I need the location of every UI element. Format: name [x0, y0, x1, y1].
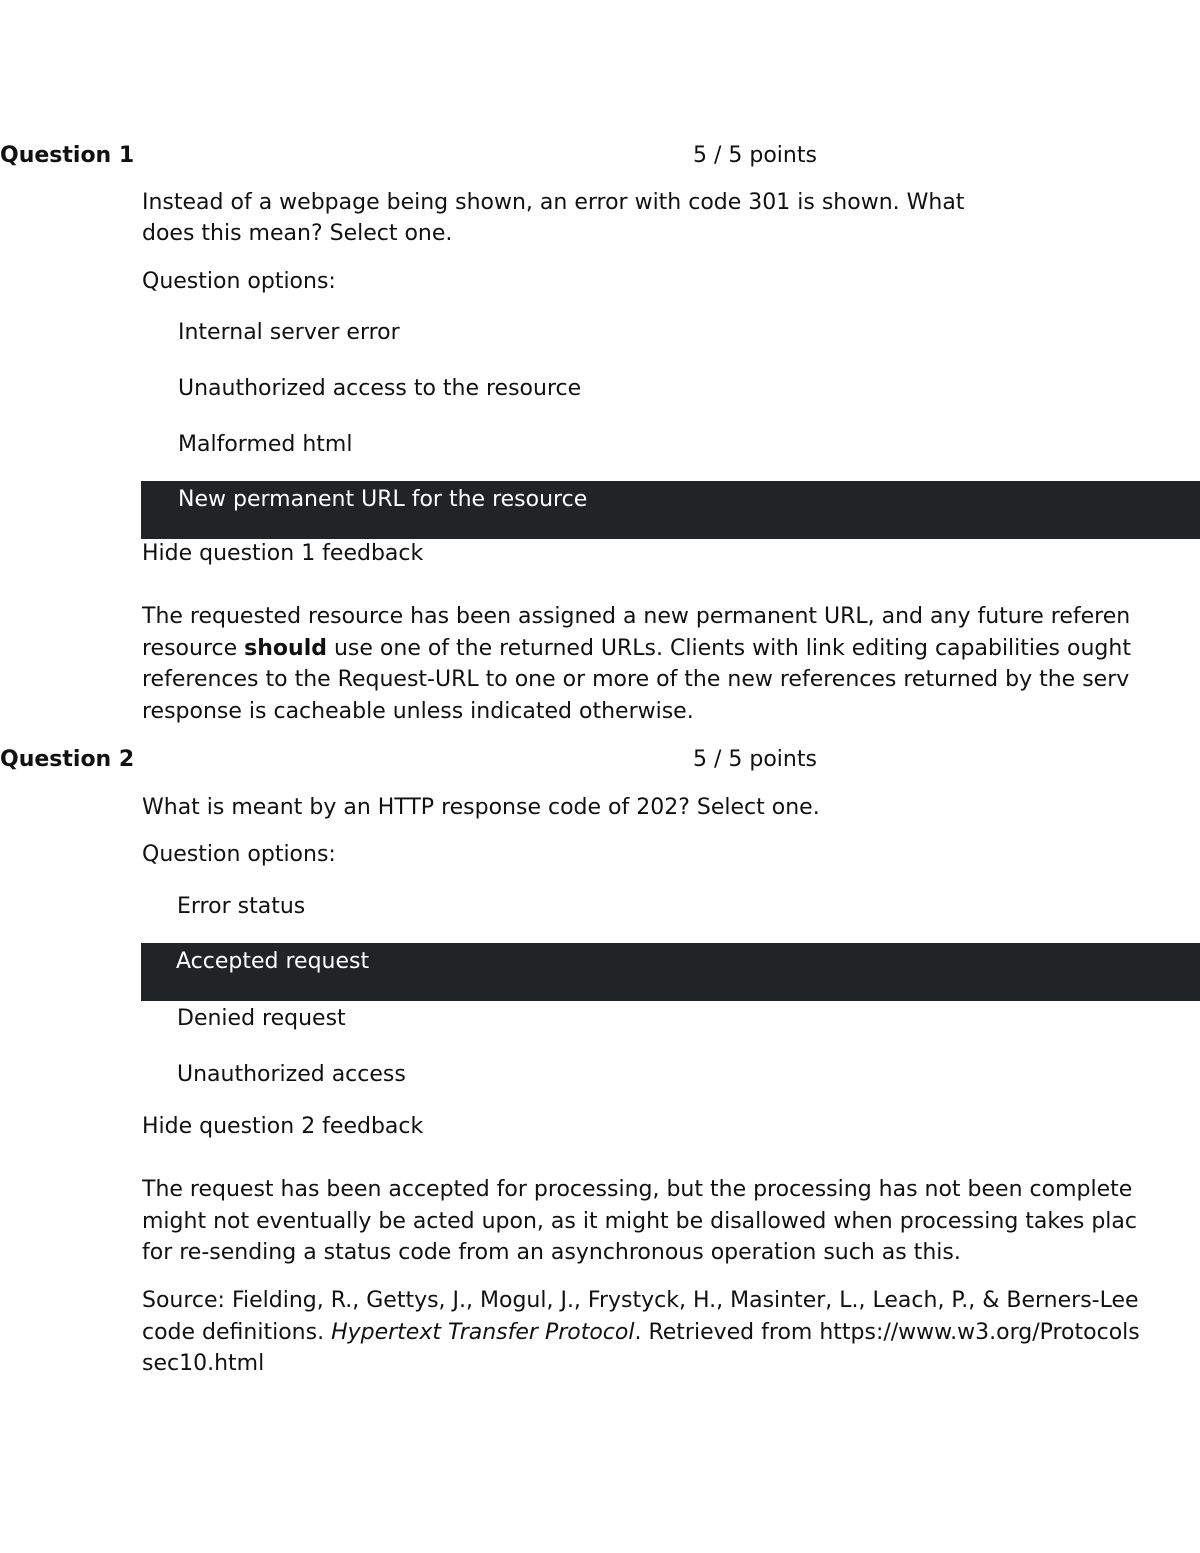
option-item: Unauthorized access: [177, 1062, 406, 1087]
hide-feedback-link[interactable]: Hide question 1 feedback: [142, 541, 424, 566]
option-item: Denied request: [177, 1006, 346, 1031]
option-item: Error status: [177, 894, 306, 919]
option-item-label: New permanent URL for the resource: [178, 487, 588, 512]
question-title: Question 1: [0, 143, 135, 168]
option-item-selected: [141, 943, 1200, 1001]
option-item: Malformed html: [178, 432, 353, 457]
option-item: Internal server error: [178, 320, 400, 345]
option-item-label: Accepted request: [176, 949, 370, 974]
question-prompt-line: Instead of a webpage being shown, an error with code 301 is shown. What: [142, 190, 965, 215]
question-title: Question 2: [0, 747, 135, 772]
option-item: Unauthorized access to the resource: [178, 376, 582, 401]
feedback-text: The request has been accepted for processing, but the processing has not been complete might not eventually be acted upon, as it might be disallowed when processing takes plac for re-sending a status code from an asynchronous operation such as this.: [142, 1177, 1137, 1266]
question-options-label: Question options:: [142, 842, 336, 867]
question-prompt-line: What is meant by an HTTP response code of 202? Select one.: [142, 795, 820, 820]
option-item-selected: [141, 481, 1200, 539]
question-prompt-line: does this mean? Select one.: [142, 221, 453, 246]
question-points: 5 / 5 points: [693, 143, 817, 168]
question-options-label: Question options:: [142, 269, 336, 294]
source-citation: Source: Fielding, R., Gettys, J., Mogul, J., Frystyck, H., Masinter, L., Leach, P., & Berners-Lee code definitions. Hypertext Transfer Protocol. Retrieved from https://www.w3.org/Protocols sec10.html: [142, 1288, 1140, 1377]
question-points: 5 / 5 points: [693, 747, 817, 772]
hide-feedback-link[interactable]: Hide question 2 feedback: [142, 1114, 424, 1139]
feedback-text: The requested resource has been assigned a new permanent URL, and any future referen resource should use one of the returned URLs. Clients with link editing capabilities ought references to the Request-URL to one or more of the new references returned by the serv response is cacheable unless indicated otherwise.: [142, 604, 1131, 725]
